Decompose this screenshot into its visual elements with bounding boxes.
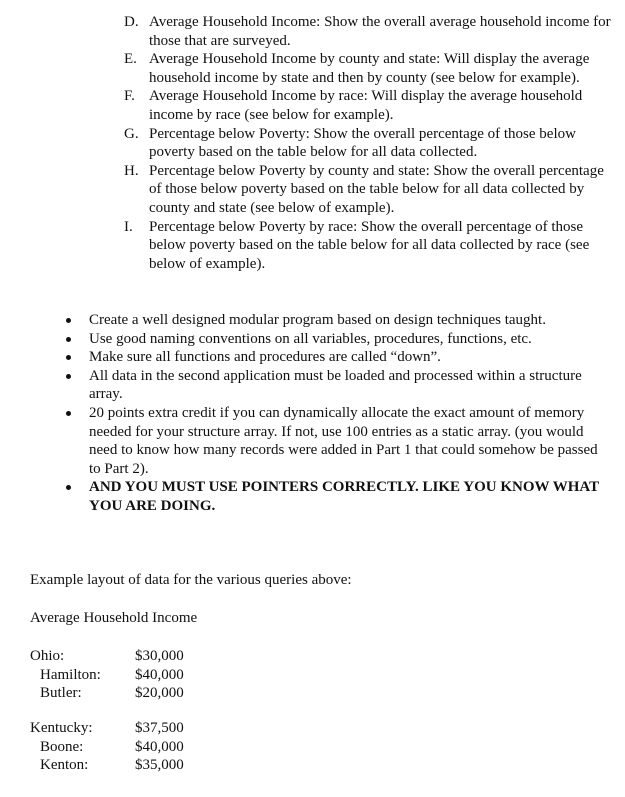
- item-letter: E.: [124, 51, 137, 68]
- state-label: Kentucky:: [30, 720, 93, 736]
- bullet-text: AND YOU MUST USE POINTERS CORRECTLY. LIKE YOU KNOW WHAT YOU ARE DOING.: [89, 479, 599, 514]
- item-letter: I.: [124, 218, 133, 235]
- bullet-text: Make sure all functions and procedures are called “down”.: [89, 349, 441, 366]
- state-value: $37,500: [135, 720, 184, 736]
- table-row: [30, 684, 184, 703]
- list-item: [124, 218, 614, 274]
- state-value: $30,000: [135, 648, 184, 664]
- bullet-item: [64, 404, 609, 478]
- table-row: [30, 719, 184, 738]
- county-value: $40,000: [135, 666, 184, 683]
- item-text: Average Household Income by race: Will display the average household income by race (see below for example).: [149, 88, 583, 123]
- item-text: Percentage below Poverty by race: Show the overall percentage of those below poverty based on the table below for all data collected by race (see below of example).: [149, 218, 590, 272]
- bullet-requirements-list: [64, 311, 609, 516]
- table-row: [30, 666, 184, 685]
- county-label: Kenton:: [40, 757, 89, 774]
- bullet-item: [64, 478, 609, 515]
- list-item: [124, 87, 614, 124]
- county-value: $35,000: [135, 757, 184, 774]
- county-value: $40,000: [135, 738, 184, 755]
- list-item: [124, 162, 614, 218]
- bullet-item: [64, 367, 609, 404]
- kentucky-income-table: [30, 719, 184, 775]
- item-letter: D.: [124, 14, 139, 30]
- county-value: $20,000: [135, 685, 184, 702]
- list-item: [124, 125, 614, 162]
- bullet-item: [64, 348, 609, 367]
- section-title: Average Household Income: [30, 610, 198, 626]
- state-label: Ohio:: [30, 648, 65, 664]
- county-label: Boone:: [40, 738, 84, 755]
- example-intro: Example layout of data for the various queries above:: [30, 572, 352, 588]
- item-text: Percentage below Poverty by county and state: Show the overall percentage of those below poverty based on the table below for all data collected by county and state (see below of example).: [149, 162, 604, 216]
- county-label: Butler:: [40, 685, 82, 702]
- county-label: Hamilton:: [40, 666, 101, 683]
- table-row: [30, 756, 184, 775]
- item-text: Average Household Income by county and state: Will display the average household income by state and then by county (see below for example).: [149, 51, 590, 86]
- item-text: Average Household Income: Show the overall average household income for those that are surveyed.: [149, 14, 611, 49]
- bullet-item: [64, 311, 609, 330]
- item-letter: H.: [124, 162, 139, 179]
- item-letter: F.: [124, 88, 135, 105]
- list-item: [124, 13, 614, 50]
- bullet-text: Use good naming conventions on all variables, procedures, functions, etc.: [89, 330, 532, 347]
- bullet-icon: [66, 355, 71, 360]
- bullet-text: Create a well designed modular program based on design techniques taught.: [89, 312, 546, 328]
- bullet-icon: [66, 411, 71, 416]
- table-row: [30, 647, 184, 666]
- table-row: [30, 738, 184, 757]
- item-letter: G.: [124, 125, 139, 142]
- bullet-item: [64, 330, 609, 349]
- item-text: Percentage below Poverty: Show the overall percentage of those below poverty based on the table below for all data collected.: [149, 125, 576, 161]
- bullet-text: 20 points extra credit if you can dynamically allocate the exact amount of memory needed for your structure array. If not, use 100 entries as a static array. (you would need to know how many records were added in Part 1 that could somehow be passed to Part 2).: [89, 404, 598, 477]
- lettered-requirements-list: [124, 13, 614, 273]
- bullet-icon: [66, 485, 71, 490]
- bullet-icon: [66, 318, 71, 323]
- bullet-icon: [66, 337, 71, 342]
- list-item: [124, 50, 614, 87]
- bullet-text: All data in the second application must be loaded and processed within a structure array.: [89, 367, 582, 403]
- bullet-icon: [66, 374, 71, 379]
- ohio-income-table: [30, 647, 184, 703]
